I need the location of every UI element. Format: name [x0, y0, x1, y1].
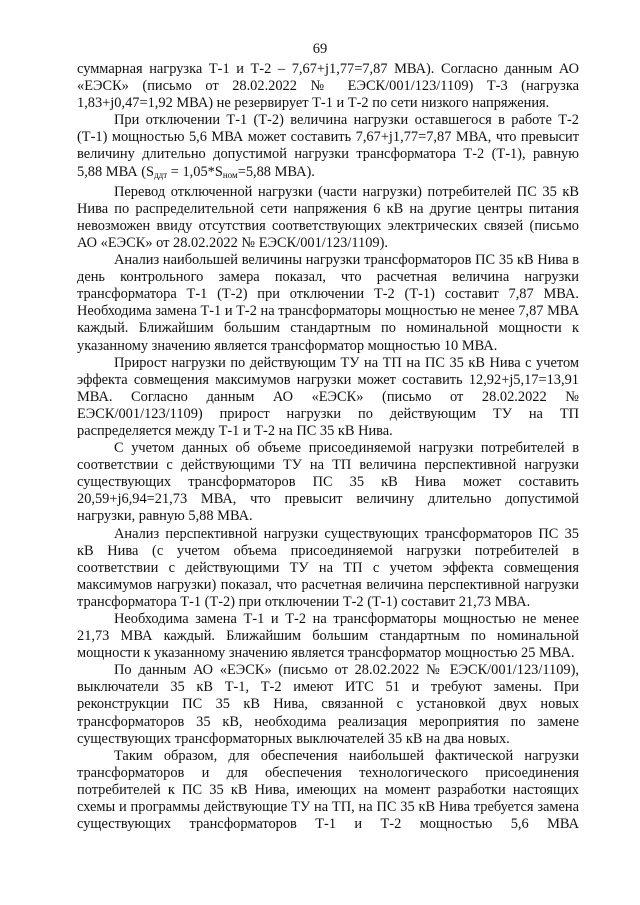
- paragraph-7: Анализ перспективной нагрузки существующих трансформаторов ПС 35 кВ Нива (с учетом объема присоединяемой нагрузки потребителей в соответствии с действующими ТУ на ТП с учетом эффекта совмещения максимумов нагрузки) показал, что расчетная величина перспективной нагрузки трансформатора Т-1 (Т-2) при отключении Т-2 (Т-1) составит 21,73 МВА.: [77, 525, 579, 610]
- paragraph-5: Прирост нагрузки по действующим ТУ на ТП на ПС 35 кВ Нива с учетом эффекта совмещения максимумов нагрузки может составить 12,92+j5,17=13,91 МВА. Согласно данным АО «ЕЭСК» (письмо от 28.02.2022 № ЕЭСК/001/123/1109) прирост нагрузки по действующим ТУ на ТП распределяется между Т-1 и Т-2 на ПС 35 кВ Нива.: [77, 354, 579, 439]
- formula-suffix: =5,88 МВА).: [237, 163, 315, 180]
- paragraph-9: По данным АО «ЕЭСК» (письмо от 28.02.2022 № ЕЭСК/001/123/1109), выключатели 35 кВ Т-1, Т-2 имеют ИТС 51 и требуют замены. При реконструкции ПС 35 кВ Нива, связанной с установкой двух новых трансформаторов 35 кВ, необходима реализация мероприятия по замене существующих трансформаторных выключателей 35 кВ на два новых.: [77, 662, 579, 747]
- paragraph-4: Анализ наибольшей величины нагрузки трансформаторов ПС 35 кВ Нива в день контрольного замера показал, что расчетная величина нагрузки трансформатора Т-1 (Т-2) при отключении Т-2 (Т-1) составит 7,87 МВА. Необходима замена Т-1 и Т-2 на трансформаторы мощностью не менее 7,87 МВА каждый. Ближайшим большим стандартным по номинальной мощности к указанному значению является трансформатор мощностью 10 МВА.: [77, 252, 579, 354]
- formula-prefix: 5,88 МВА (S: [77, 163, 155, 180]
- formula-subscript-ddt: ддт: [154, 169, 168, 180]
- paragraph-10: Таким образом, для обеспечения наибольшей фактической нагрузки трансформаторов и для обеспечения технологического присоединения потребителей к ПС 35 кВ Нива, имеющих на момент разработки настоящих схемы и программы действующие ТУ на ТП, на ПС 35 кВ Нива требуется замена существующих трансформаторов Т-1 и Т-2 мощностью 5,6 МВА: [77, 747, 579, 833]
- formula-middle: = 1,05*S: [167, 163, 223, 180]
- formula-subscript-nom: ном: [222, 169, 238, 180]
- paragraph-2-text: При отключении Т-1 (Т-2) величина нагрузки оставшегося в работе Т-2 (Т-1) мощностью 5,6 МВА может составить 7,67+j1,77=7,87 МВА, что превысит величину длительно допустимой нагрузки трансформатора Т-2 (Т-1), равную: [77, 112, 579, 163]
- paragraph-1: суммарная нагрузка Т-1 и Т-2 – 7,67+j1,77=7,87 МВА). Согласно данным АО «ЕЭСК» (письмо от 28.02.2022 № ЕЭСК/001/123/1109) Т-3 (нагрузка 1,83+j0,47=1,92 МВА) не резервирует Т-1 и Т-2 по сети низкого напряжения.: [77, 61, 579, 112]
- paragraph-6: С учетом данных об объеме присоединяемой нагрузки потребителей в соответствии с действующими ТУ на ТП величина перспективной нагрузки существующих трансформаторов ПС 35 кВ Нива может составить 20,59+j6,94=21,73 МВА, что превысит величину длительно допустимой нагрузки, равную 5,88 МВА.: [77, 440, 579, 525]
- paragraph-3: Перевод отключенной нагрузки (части нагрузки) потребителей ПС 35 кВ Нива по распределительной сети напряжения 6 кВ на другие центры питания невозможен ввиду отсутствия соответствующих электрических связей (письмо АО «ЕЭСК» от 28.02.2022 № ЕЭСК/001/123/1109).: [77, 183, 579, 251]
- page-number: 69: [312, 41, 328, 57]
- paragraph-2: [77, 112, 579, 183]
- page-content: [77, 61, 579, 833]
- paragraph-8: Необходима замена Т-1 и Т-2 на трансформаторы мощностью не менее 21,73 МВА каждый. Ближайшим большим стандартным по номинальной мощности к указанному значению является трансформатор мощностью 25 МВА.: [77, 611, 579, 662]
